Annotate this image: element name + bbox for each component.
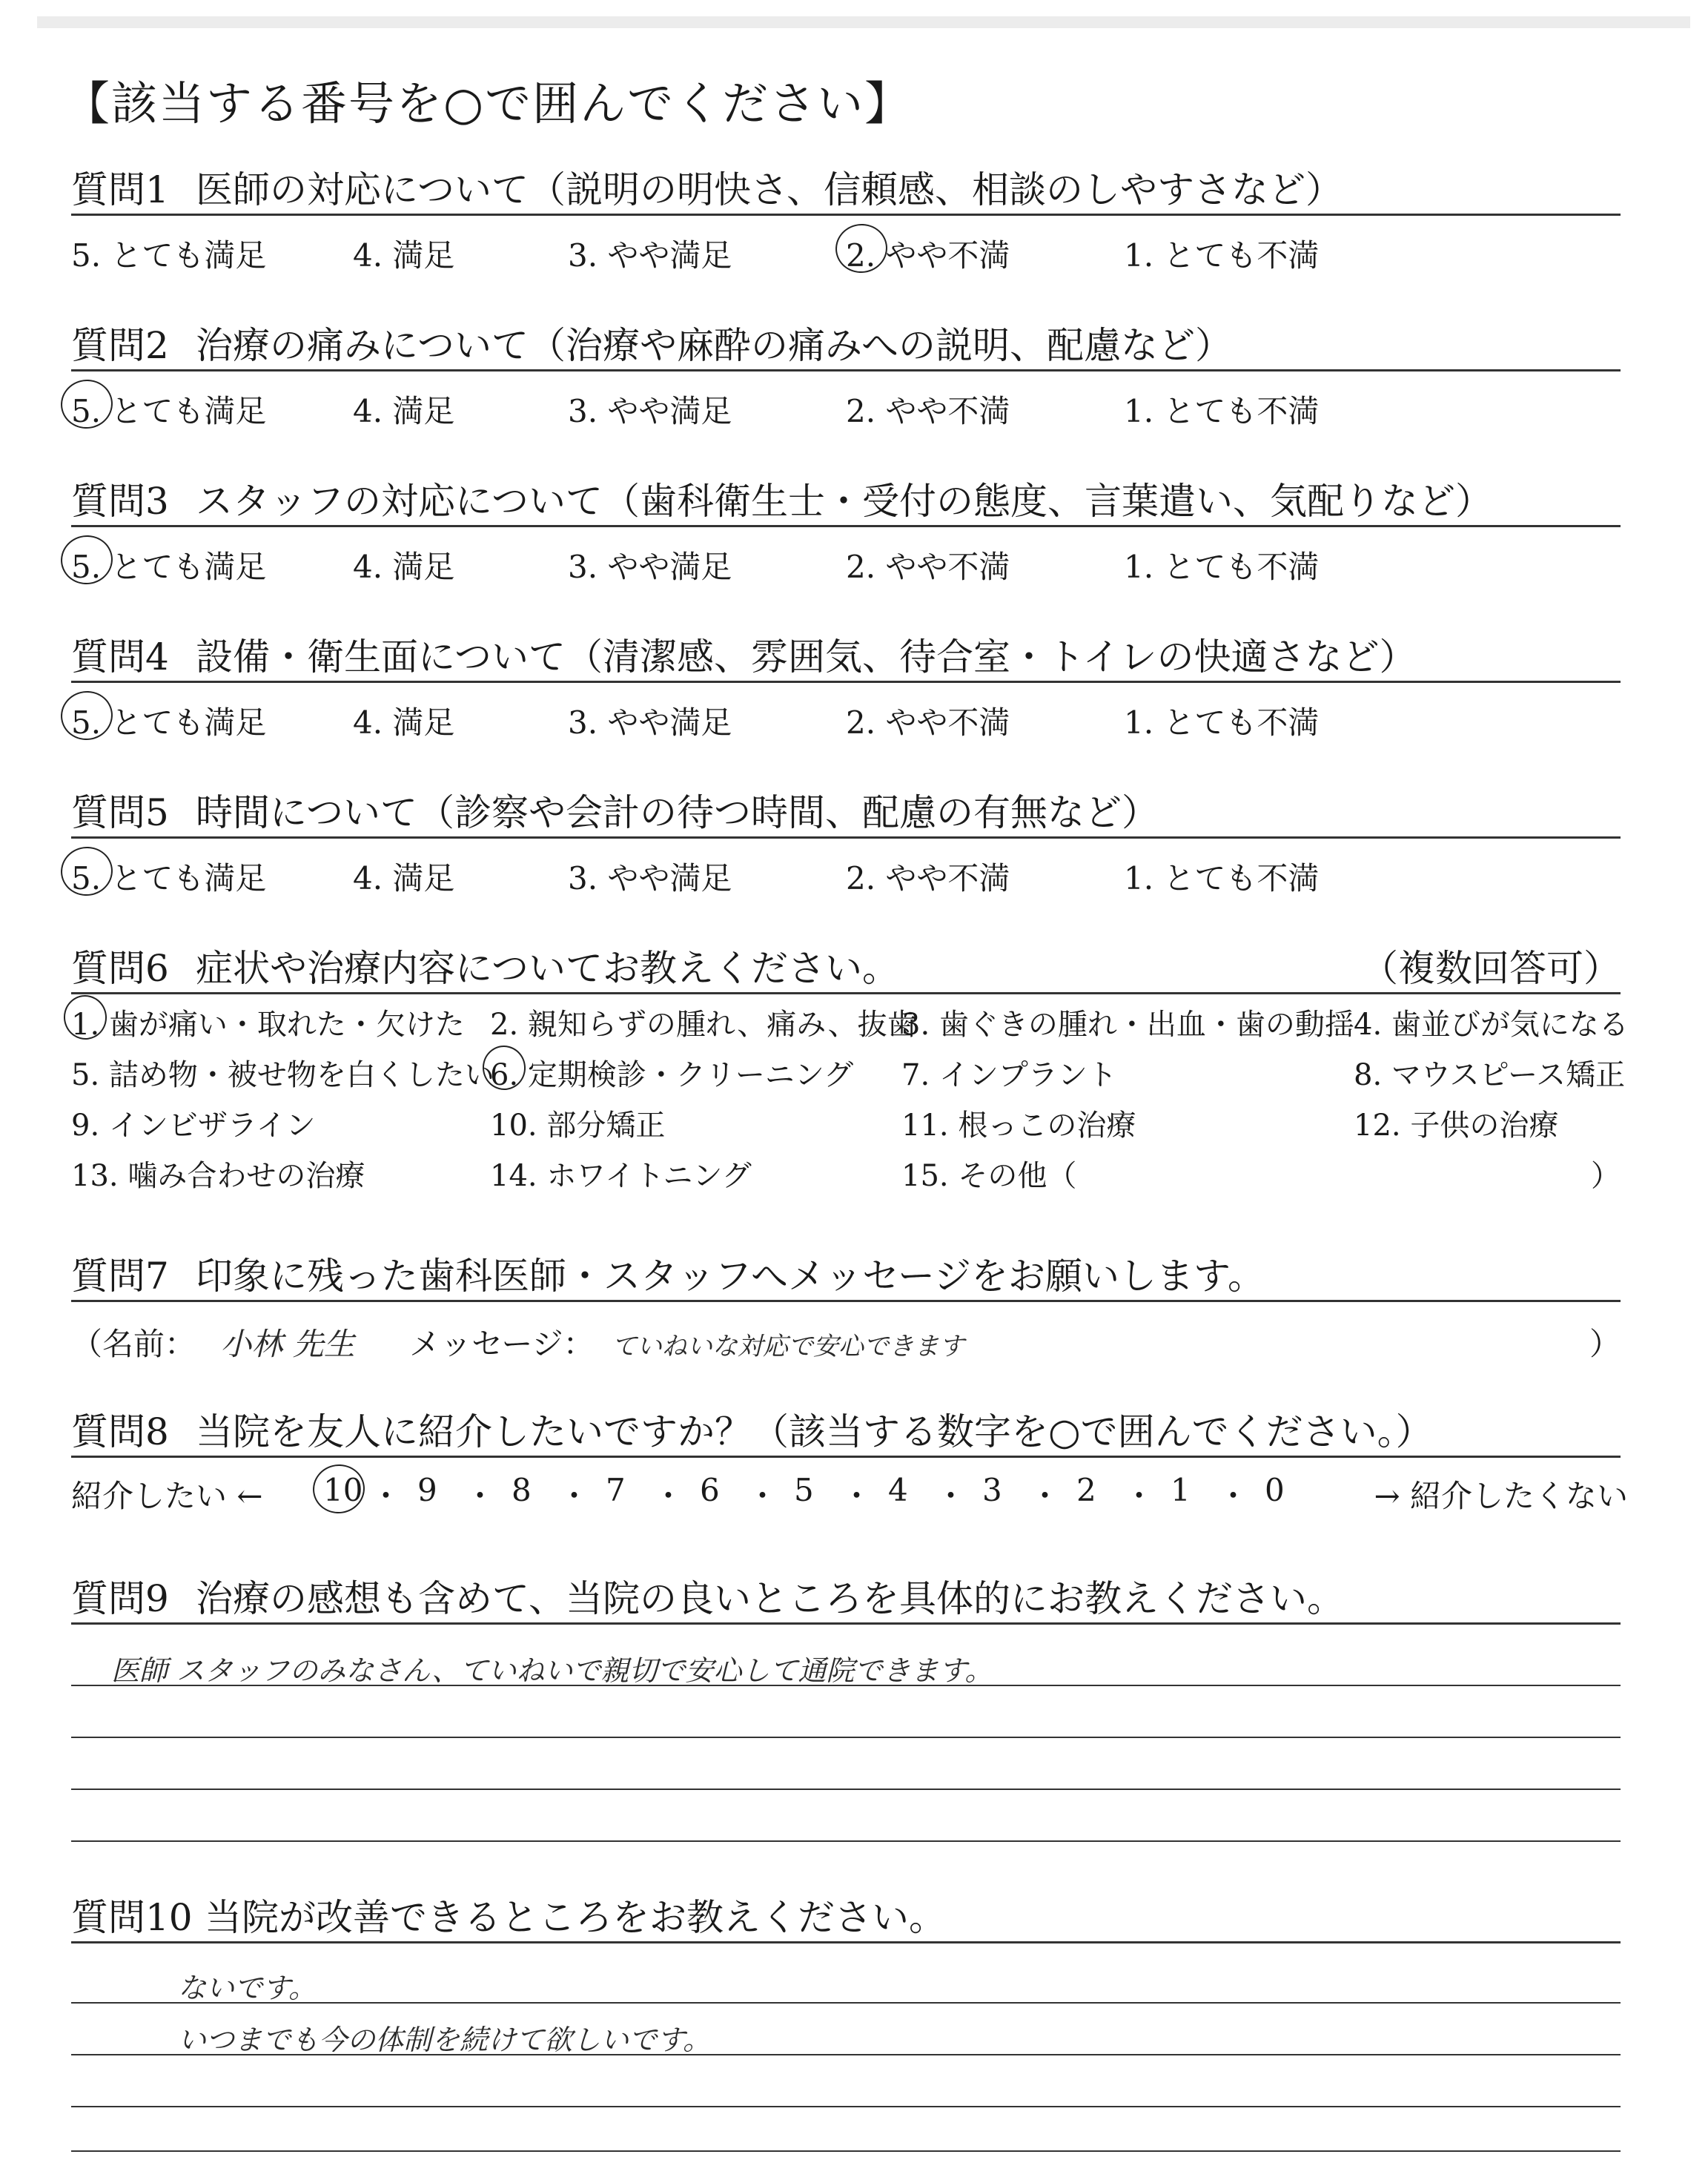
question-label: 質問8 bbox=[71, 1410, 169, 1453]
question-text: 印象に残った歯科医師・スタッフへメッセージをお願いします。 bbox=[196, 1255, 1265, 1298]
rating-option[interactable]: 5. とても満足 bbox=[71, 237, 267, 274]
rating-option[interactable]: 1. とても不満 bbox=[1124, 393, 1320, 429]
question-5 bbox=[71, 790, 1621, 839]
scale-number[interactable]: 8 bbox=[512, 1472, 532, 1508]
question-text: 治療の感想も含めて、当院の良いところを具体的にお教えください。 bbox=[196, 1577, 1344, 1620]
scale-separator: ・ bbox=[370, 1478, 402, 1514]
symptom-option[interactable]: 3. 歯ぐきの腫れ・出血・歯の動揺 bbox=[901, 1008, 1354, 1042]
question-text: 当院を友人に紹介したいですか？（該当する数字を○で囲んでください。） bbox=[196, 1410, 1433, 1453]
scale-number[interactable]: 0 bbox=[1265, 1472, 1285, 1508]
question-2 bbox=[71, 323, 1621, 371]
symptom-option[interactable]: 13. 噛み合わせの治療 bbox=[71, 1159, 365, 1193]
answer-line bbox=[71, 2150, 1621, 2152]
question-label: 質問3 bbox=[71, 480, 169, 523]
question-7 bbox=[71, 1253, 1621, 1302]
question-10 bbox=[71, 1895, 1621, 1943]
message-handwritten: ていねいな対応で安心できます bbox=[611, 1332, 964, 1361]
form-heading: 【該当する番号を○で囲んでください】 bbox=[64, 76, 913, 131]
symptom-option[interactable]: 8. マウスピース矯正 bbox=[1354, 1058, 1626, 1092]
message-line bbox=[71, 1320, 1621, 1364]
rating-option[interactable]: 4. 満足 bbox=[353, 549, 455, 585]
rating-options-q4 bbox=[71, 698, 1628, 746]
symptom-option[interactable]: 2. 親知らずの腫れ、痛み、抜歯 bbox=[490, 1008, 917, 1042]
question-text: 治療の痛みについて（治療や麻酔の痛みへの説明、配慮など） bbox=[196, 324, 1232, 367]
question-1 bbox=[71, 167, 1621, 216]
scale-number[interactable]: 6 bbox=[700, 1472, 720, 1508]
scan-edge bbox=[37, 16, 1690, 28]
rating-options-q5 bbox=[71, 854, 1628, 902]
symptom-option[interactable]: 15. その他（ bbox=[901, 1159, 1077, 1193]
symptom-option[interactable]: 7. インプラント bbox=[901, 1058, 1117, 1092]
rating-option[interactable]: 3. やや満足 bbox=[568, 237, 732, 274]
symptom-option[interactable]: 6. 定期検診・クリーニング bbox=[490, 1058, 854, 1092]
close-paren: ） bbox=[1589, 1326, 1621, 1362]
other-close-paren: ） bbox=[1591, 1159, 1621, 1193]
answer-line bbox=[71, 2106, 1621, 2107]
answer-line bbox=[71, 1789, 1621, 1790]
scale-right-label: → 紹介したくない bbox=[1374, 1478, 1628, 1514]
multiple-answers-note: （複数回答可） bbox=[1361, 947, 1621, 990]
answer-line bbox=[71, 2002, 1621, 2004]
scale-separator: ・ bbox=[1123, 1478, 1155, 1514]
scale-separator: ・ bbox=[1217, 1478, 1249, 1514]
rating-option[interactable]: 4. 満足 bbox=[353, 393, 455, 429]
question-text: 設備・衛生面について（清潔感、雰囲気、待合室・トイレの快適さなど） bbox=[196, 635, 1417, 678]
name-label: （名前： bbox=[71, 1326, 196, 1362]
q10-answer-line-1: ないです。 bbox=[178, 1972, 317, 2004]
question-text: 症状や治療内容についてお教えください。 bbox=[196, 947, 899, 990]
question-label: 質問7 bbox=[71, 1255, 169, 1298]
scale-number[interactable]: 10 bbox=[323, 1472, 363, 1508]
rating-options-q2 bbox=[71, 387, 1628, 435]
rating-option[interactable]: 3. やや満足 bbox=[568, 549, 732, 585]
name-handwritten: 小林 先生 bbox=[220, 1326, 355, 1362]
question-label: 質問5 bbox=[71, 791, 169, 834]
question-label: 質問1 bbox=[71, 168, 169, 211]
rating-option[interactable]: 2. やや不満 bbox=[846, 704, 1010, 741]
rating-option[interactable]: 3. やや満足 bbox=[568, 860, 732, 896]
symptom-option[interactable]: 14. ホワイトニング bbox=[490, 1159, 752, 1193]
rating-option[interactable]: 2. やや不満 bbox=[846, 549, 1010, 585]
answer-line bbox=[71, 1840, 1621, 1842]
answer-line bbox=[71, 2054, 1621, 2055]
question-label: 質問6 bbox=[71, 947, 169, 990]
scale-separator: ・ bbox=[558, 1478, 590, 1514]
question-text: 当院が改善できるところをお教えください。 bbox=[205, 1896, 946, 1939]
symptom-option[interactable]: 12. 子供の治療 bbox=[1354, 1109, 1559, 1143]
rating-options-q1 bbox=[71, 231, 1628, 279]
question-4 bbox=[71, 634, 1621, 683]
symptom-options bbox=[71, 1001, 1628, 1209]
scale-number[interactable]: 7 bbox=[606, 1472, 626, 1508]
rating-option[interactable]: 5. とても満足 bbox=[71, 704, 267, 741]
question-text: 時間について（診察や会計の待つ時間、配慮の有無など） bbox=[196, 791, 1159, 834]
rating-option[interactable]: 2. やや不満 bbox=[846, 393, 1010, 429]
question-label: 質問2 bbox=[71, 324, 169, 367]
rating-option[interactable]: 4. 満足 bbox=[353, 860, 455, 896]
scale-number[interactable]: 1 bbox=[1171, 1472, 1191, 1508]
answer-line bbox=[71, 1737, 1621, 1738]
symptom-option[interactable]: 4. 歯並びが気になる bbox=[1354, 1008, 1629, 1042]
rating-option[interactable]: 5. とても満足 bbox=[71, 549, 267, 585]
rating-option[interactable]: 1. とても不満 bbox=[1124, 237, 1320, 274]
scale-number[interactable]: 5 bbox=[794, 1472, 814, 1508]
rating-options-q3 bbox=[71, 543, 1628, 590]
scale-separator: ・ bbox=[841, 1478, 873, 1514]
rating-option[interactable]: 3. やや満足 bbox=[568, 704, 732, 741]
rating-option[interactable]: 4. 満足 bbox=[353, 237, 455, 274]
scale-number[interactable]: 9 bbox=[417, 1472, 437, 1508]
selection-circle bbox=[310, 1461, 368, 1516]
question-text: 医師の対応について（説明の明快さ、信頼感、相談のしやすさなど） bbox=[196, 168, 1343, 211]
symptom-option[interactable]: 9. インビザライン bbox=[71, 1109, 316, 1143]
symptom-option[interactable]: 10. 部分矯正 bbox=[490, 1109, 666, 1143]
rating-option[interactable]: 1. とても不満 bbox=[1124, 704, 1320, 741]
rating-option[interactable]: 1. とても不満 bbox=[1124, 860, 1320, 896]
symptom-option[interactable]: 1. 歯が痛い・取れた・欠けた bbox=[71, 1008, 465, 1042]
scale-separator: ・ bbox=[464, 1478, 496, 1514]
symptom-option[interactable]: 5. 詰め物・被せ物を白くしたい bbox=[71, 1058, 494, 1092]
scale-number[interactable]: 3 bbox=[982, 1472, 1002, 1508]
recommend-scale bbox=[71, 1472, 1628, 1519]
rating-option[interactable]: 5. とても満足 bbox=[71, 860, 267, 896]
rating-option[interactable]: 5. とても満足 bbox=[71, 393, 267, 429]
message-label: メッセージ： bbox=[409, 1326, 595, 1362]
scale-separator: ・ bbox=[747, 1478, 778, 1514]
question-8 bbox=[71, 1409, 1621, 1458]
symptom-option[interactable]: 11. 根っこの治療 bbox=[901, 1109, 1136, 1143]
question-label: 質問10 bbox=[71, 1896, 193, 1939]
question-label: 質問9 bbox=[71, 1577, 169, 1620]
rating-option[interactable]: 4. 満足 bbox=[353, 704, 455, 741]
scale-number[interactable]: 4 bbox=[888, 1472, 908, 1508]
scale-separator: ・ bbox=[935, 1478, 967, 1514]
scale-separator: ・ bbox=[1029, 1478, 1061, 1514]
answer-line bbox=[71, 1685, 1621, 1686]
scale-left-label: 紹介したい ← bbox=[71, 1478, 263, 1514]
q9-answer-handwritten: 医師 スタッフのみなさん、ていねいで親切で安心して通院できます。 bbox=[111, 1654, 993, 1687]
question-9 bbox=[71, 1576, 1621, 1625]
rating-option[interactable]: 2. やや不満 bbox=[846, 860, 1010, 896]
rating-option[interactable]: 1. とても不満 bbox=[1124, 549, 1320, 585]
scale-separator: ・ bbox=[652, 1478, 684, 1514]
question-label: 質問4 bbox=[71, 635, 169, 678]
q10-answer-line-2: いつまでも今の体制を続けて欲しいです。 bbox=[178, 2024, 711, 2056]
question-3 bbox=[71, 478, 1621, 527]
question-text: スタッフの対応について（歯科衛生士・受付の態度、言葉遣い、気配りなど） bbox=[196, 480, 1492, 523]
rating-option[interactable]: 3. やや満足 bbox=[568, 393, 732, 429]
scale-number[interactable]: 2 bbox=[1076, 1472, 1096, 1508]
rating-option[interactable]: 2. やや不満 bbox=[846, 237, 1010, 274]
question-6 bbox=[71, 945, 1621, 994]
